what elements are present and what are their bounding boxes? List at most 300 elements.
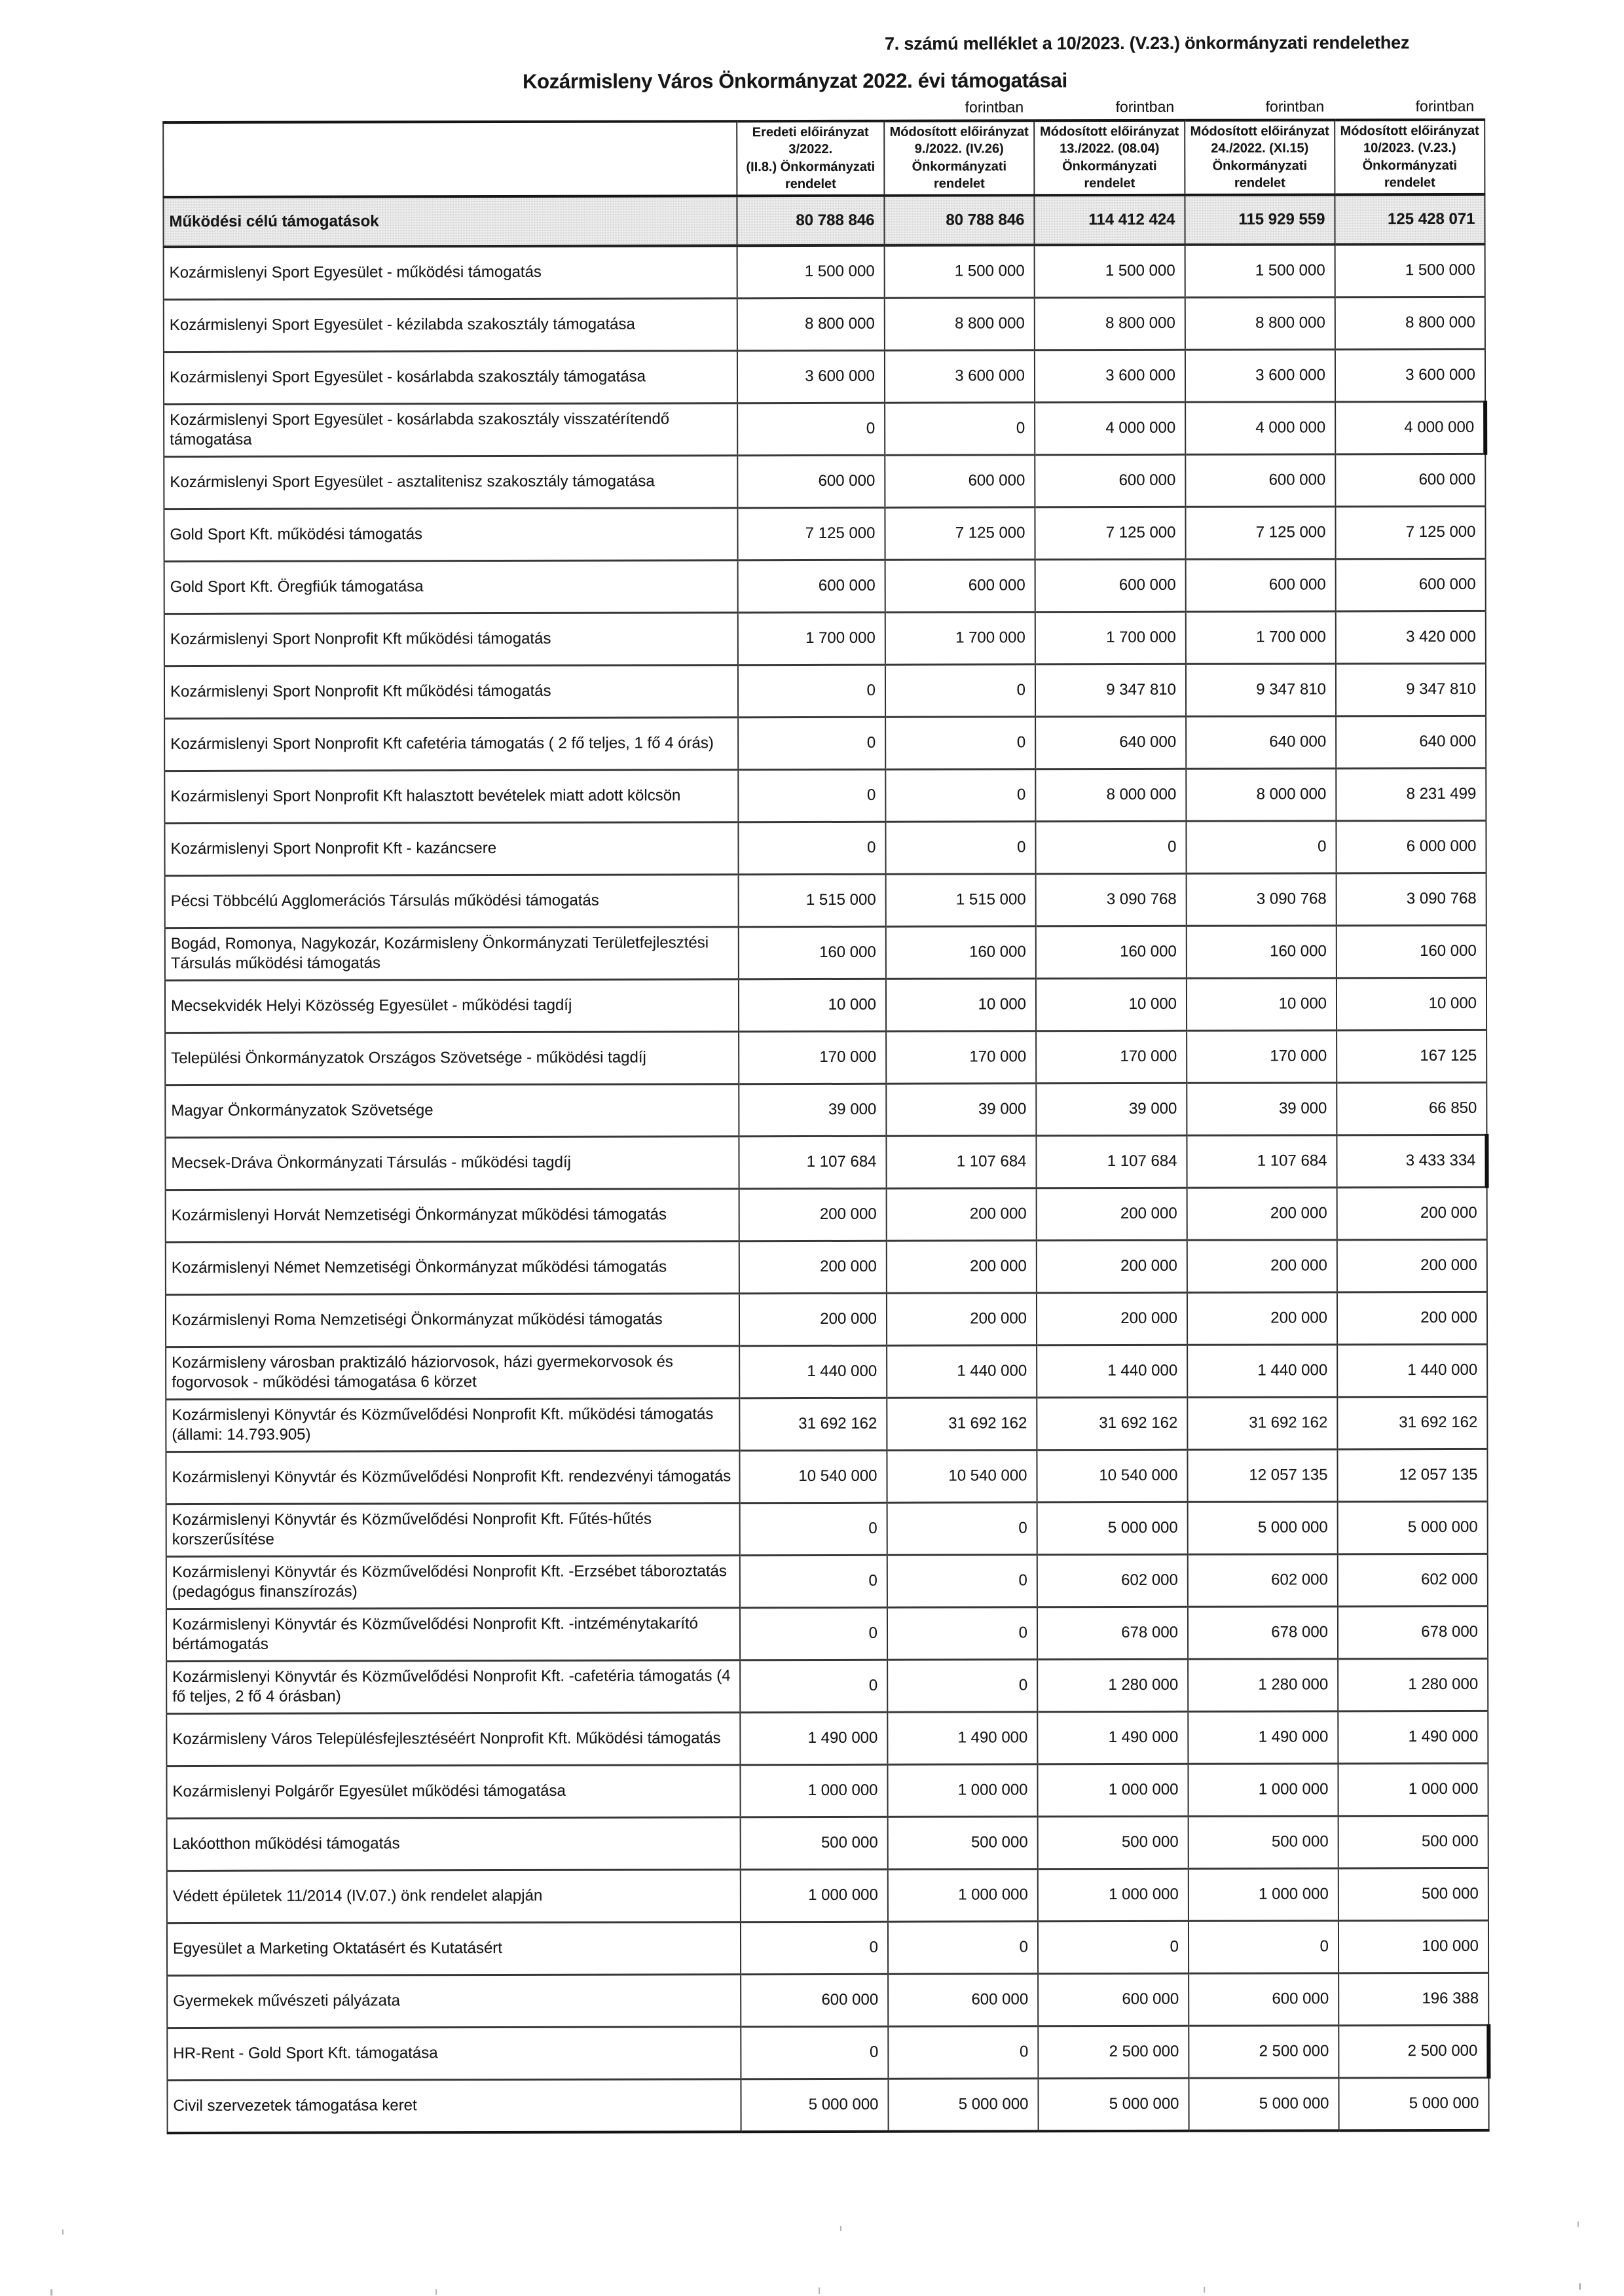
value-cell: 1 000 000 [1188,1763,1338,1815]
value-cell: 1 000 000 [1189,1868,1338,1920]
value-cell: 1 490 000 [1037,1711,1188,1764]
value-cell: 1 500 000 [1185,244,1335,297]
value-cell: 5 000 000 [1038,2078,1189,2131]
table-row [164,558,1486,613]
value-cell: 200 000 [1037,1292,1187,1345]
value-cell: 3 600 000 [885,350,1035,402]
row-label: Kozármislenyi Könyvtár és Közművelődési Nonprofit Kft. -cafetéria támogatás (4 fő teljes, 2 fő 4 órásban) [166,1660,740,1713]
value-cell: 1 700 000 [738,612,885,665]
table-row [167,2025,1488,2080]
value-cell: 600 000 [888,1973,1038,2026]
value-cell: 170 000 [1187,1030,1337,1082]
row-label: Kozármislenyi Sport Egyesület - kosárlabda szakosztály támogatása [164,350,737,404]
value-cell: 1 500 000 [737,245,885,298]
value-cell: 7 125 000 [1035,507,1185,559]
row-label: Kozármislenyi Roma Nemzetiségi Önkormányzat működési támogatás [166,1293,739,1347]
column-header-1 [884,120,1034,195]
row-label: Gold Sport Kft. Öregfiúk támogatása [164,560,738,613]
value-cell: 7 125 000 [1335,506,1485,558]
value-cell: 10 000 [739,979,886,1031]
value-cell: 39 000 [886,1083,1036,1135]
row-label: Kozármislenyi Könyvtár és Közművelődési Nonprofit Kft. -Erzsébet táboroztatás (pedagógus finanszírozás) [166,1555,740,1609]
table-row [164,611,1486,666]
row-label: Kozármisleny Város Településfejlesztéséért Nonprofit Kft. Működési támogatás [166,1712,740,1766]
row-label: Gold Sport Kft. működési támogatás [164,507,737,561]
value-cell: 31 692 162 [887,1397,1037,1449]
value-cell: 0 [887,1607,1037,1659]
scan-speck [62,2229,64,2234]
value-cell: 8 800 000 [1035,297,1185,350]
table-row [166,1449,1487,1504]
value-cell: 200 000 [1187,1187,1337,1239]
value-cell: 1 107 684 [739,1136,886,1188]
value-cell: 5 000 000 [888,2078,1038,2131]
value-cell: 600 000 [1186,558,1336,611]
table-row [164,297,1485,352]
value-cell: 600 000 [737,455,885,507]
value-cell: 170 000 [1036,1030,1187,1083]
column-header-line: 10/2023. (V.23.) [1363,141,1456,156]
column-header-line: Módosított előirányzat [1340,123,1479,139]
value-cell: 1 000 000 [740,1764,887,1817]
value-cell: 600 000 [885,454,1035,507]
column-header-2 [1034,120,1185,195]
group-row-label: Működési célú támogatások [163,196,737,247]
value-cell: 200 000 [739,1188,887,1241]
row-label: Magyar Önkormányzatok Szövetsége [165,1084,739,1137]
attachment-note: 7. számú melléklet a 10/2023. (V.23.) önkormányzati rendelethez [884,33,1410,54]
row-label: Kozármislenyi Könyvtár és Közművelődési Nonprofit Kft. működési támogatás (állami: 14.793.905) [166,1398,739,1451]
value-cell: 500 000 [888,1816,1038,1868]
value-cell: 7 125 000 [1185,506,1335,558]
row-label: Kozármislenyi Sport Nonprofit Kft halasztott bevételek miatt adott kölcsön [164,769,738,823]
value-cell: 6 000 000 [1336,820,1486,873]
value-cell: 200 000 [887,1292,1037,1345]
value-cell: 1 440 000 [1337,1344,1487,1396]
value-cell: 0 [887,1659,1037,1711]
value-cell: 640 000 [1186,716,1336,768]
group-value-cell: 115 929 559 [1185,194,1335,244]
row-label: Kozármislenyi Sport Nonprofit Kft működési támogatás [164,665,738,718]
value-cell: 200 000 [887,1188,1037,1240]
value-cell: 0 [885,769,1035,821]
value-cell: 600 000 [1035,454,1185,507]
table-row [166,1344,1487,1399]
unit-cell-empty [163,96,737,122]
row-label: Kozármislenyi Német Nemzetiségi Önkormányzat működési támogatás [166,1241,739,1294]
value-cell: 170 000 [886,1030,1036,1083]
value-cell: 1 107 684 [1187,1135,1337,1187]
value-cell: 0 [885,821,1035,873]
group-value-cell: 80 788 846 [737,195,884,245]
value-cell: 10 000 [1036,978,1187,1030]
column-header-line: Önkormányzati rendelet [1362,158,1458,191]
value-cell: 640 000 [1035,716,1186,769]
value-cell: 1 515 000 [739,874,886,926]
value-cell: 1 000 000 [1037,1764,1188,1816]
table-row [165,977,1486,1032]
row-label: Bogád, Romonya, Nagykozár, Kozármisleny Önkormányzati Területfejlesztési Társulás működési támogatás [165,926,739,980]
row-label: HR-Rent - Gold Sport Kft. támogatása [167,2026,741,2080]
table-row [167,1815,1488,1870]
column-header-line: 24./2022. (XI.15) [1211,141,1309,156]
supports-table [162,94,1491,2134]
value-cell: 8 000 000 [1186,768,1336,820]
row-label: Kozármislenyi Sport Nonprofit Kft működési támogatás [164,612,738,666]
value-cell: 167 125 [1337,1030,1486,1082]
scan-speck [50,2289,52,2295]
value-cell: 3 600 000 [737,350,885,403]
scan-speck [435,2289,437,2295]
value-cell: 500 000 [1038,1816,1189,1868]
table-row [164,349,1485,404]
value-cell: 31 692 162 [1187,1396,1337,1449]
value-cell: 602 000 [1188,1554,1338,1606]
value-cell: 0 [1189,1920,1338,1973]
value-cell: 7 125 000 [885,507,1035,559]
value-cell: 0 [740,1607,887,1660]
value-cell: 1 000 000 [741,1869,888,1922]
value-cell: 1 490 000 [887,1711,1037,1764]
value-cell: 640 000 [1336,716,1486,768]
value-cell: 0 [885,664,1035,716]
value-cell: 200 000 [1337,1292,1487,1344]
value-cell: 8 000 000 [1035,769,1186,821]
column-header-line: Módosított előirányzat [889,124,1029,139]
value-cell: 600 000 [738,560,885,612]
value-cell: 1 700 000 [1035,611,1186,664]
table-row [167,1973,1488,2028]
value-cell: 1 440 000 [1037,1345,1187,1397]
column-header-line: (II.8.) Önkormányzati rendelet [746,159,876,192]
value-cell: 200 000 [1187,1292,1337,1344]
table-row [166,1711,1488,1766]
value-cell: 1 490 000 [740,1712,887,1764]
value-cell: 5 000 000 [1188,1501,1338,1554]
value-cell: 1 280 000 [1338,1658,1488,1711]
unit-label-forintban: forintban [1115,98,1175,116]
value-cell: 200 000 [739,1241,887,1293]
value-cell: 0 [737,403,885,455]
value-cell: 8 231 499 [1336,768,1486,820]
value-cell: 2 500 000 [1338,2025,1488,2077]
value-cell: 39 000 [1036,1083,1187,1135]
value-cell: 1 000 000 [1038,1868,1189,1921]
table-row [166,1187,1487,1242]
value-cell: 160 000 [1337,925,1486,977]
row-label: Kozármislenyi Könyvtár és Közművelődési Nonprofit Kft. rendezvényi támogatás [166,1450,739,1504]
value-cell: 3 600 000 [1035,350,1185,402]
scan-speck [1578,2222,1579,2227]
column-header-line: 9./2022. (IV.26) [914,141,1004,157]
row-label: Kozármislenyi Sport Egyesület - kosárlabda szakosztály visszatérítendő támogatása [164,403,737,456]
value-cell: 1 490 000 [1338,1711,1488,1763]
value-cell: 2 500 000 [1189,2025,1338,2077]
table-row [166,1763,1488,1818]
table-row [167,1920,1488,1975]
row-label: Kozármislenyi Sport Egyesület - kézilabda szakosztály támogatása [164,298,737,352]
value-cell: 10 540 000 [1037,1449,1187,1502]
value-cell: 0 [888,1921,1038,1973]
column-header-line: Módosított előirányzat [1040,124,1179,139]
value-cell: 3 090 768 [1337,873,1486,925]
value-cell: 600 000 [741,1974,888,2026]
supports-table-wrap [162,94,1488,2134]
value-cell: 1 000 000 [887,1764,1037,1816]
column-header-line: Önkormányzati rendelet [1062,158,1157,191]
unit-label-forintban: forintban [1265,98,1325,115]
column-header-line: Önkormányzati rendelet [1212,158,1308,191]
table-row [165,1030,1486,1085]
group-value-cell: 80 788 846 [884,195,1034,245]
column-header-line: Módosított előirányzat [1190,124,1329,139]
row-label: Kozármislenyi Polgárőr Egyesület működési támogatása [166,1764,740,1818]
value-cell: 0 [738,822,885,874]
row-label: Gyermekek művészeti pályázata [167,1974,741,2028]
value-cell: 160 000 [1187,925,1337,977]
value-cell: 31 692 162 [1337,1396,1487,1449]
document-title: Kozármisleny Város Önkormányzat 2022. évi támogatásai [523,69,1067,93]
value-cell: 600 000 [1035,559,1186,611]
row-label: Kozármislenyi Könyvtár és Közművelődési Nonprofit Kft. Fűtés-hűtés korszerűsítése [166,1503,740,1556]
column-header-line: Eredeti előirányzat 3/2022. [752,124,869,157]
value-cell: 0 [887,1502,1037,1554]
value-cell: 1 107 684 [886,1135,1036,1188]
value-cell: 170 000 [739,1031,886,1084]
value-cell: 0 [888,2026,1038,2078]
value-cell: 0 [1035,821,1186,873]
value-cell: 600 000 [1336,558,1486,611]
value-cell: 602 000 [1037,1554,1188,1607]
value-cell: 10 000 [1337,977,1486,1030]
value-cell: 5 000 000 [1338,1501,1488,1554]
value-cell: 1 700 000 [1186,611,1336,663]
row-label: Civil szervezetek támogatása keret [167,2079,741,2132]
value-cell: 8 800 000 [737,298,885,350]
value-cell: 10 540 000 [887,1449,1037,1502]
value-cell: 66 850 [1337,1082,1486,1135]
value-cell: 0 [740,1660,887,1712]
table-row [166,1396,1487,1451]
value-cell: 1 107 684 [1036,1135,1187,1188]
value-cell: 8 800 000 [1335,297,1485,349]
value-cell: 39 000 [739,1084,886,1136]
value-cell: 0 [741,1922,888,1974]
value-cell: 12 057 135 [1337,1449,1487,1501]
value-cell: 678 000 [1188,1606,1338,1658]
value-cell: 31 692 162 [739,1398,887,1450]
table-row [166,1292,1487,1347]
scan-speck [819,2287,820,2294]
value-cell: 200 000 [739,1293,887,1345]
row-label: Kozármislenyi Sport Nonprofit Kft cafetéria támogatás ( 2 fő teljes, 1 fő 4 órás) [164,717,738,771]
value-cell: 10 540 000 [739,1450,887,1503]
scan-speck [1579,2284,1581,2290]
table-row [164,663,1486,718]
value-cell: 1 280 000 [1188,1658,1338,1711]
table-row [166,1658,1488,1713]
row-label: Települési Önkormányzatok Országos Szövetsége - működési tagdíj [165,1031,739,1085]
header-row [163,120,1485,197]
unit-row [163,94,1485,122]
value-cell: 1 280 000 [1037,1659,1188,1711]
value-cell: 500 000 [1338,1868,1488,1920]
table-row [165,1082,1486,1137]
group-value-cell: 114 412 424 [1034,194,1185,244]
value-cell: 1 000 000 [1338,1763,1488,1815]
value-cell: 600 000 [1189,1973,1338,2025]
value-cell: 8 800 000 [885,297,1035,350]
row-label: Kozármislenyi Sport Egyesület - működési támogatás [164,246,737,299]
row-label: Kozármislenyi Sport Nonprofit Kft - kazáncsere [164,822,738,875]
value-cell: 200 000 [887,1240,1037,1292]
table-row [166,1554,1488,1609]
table-row [166,1239,1487,1294]
column-header-line: 13./2022. (08.04) [1060,141,1160,156]
table-row [165,873,1486,928]
column-header-4 [1335,120,1485,194]
value-cell: 12 057 135 [1187,1449,1337,1501]
value-cell: 3 420 000 [1336,611,1486,663]
value-cell: 5 000 000 [1189,2077,1338,2130]
table-row [164,768,1486,823]
value-cell: 160 000 [739,926,886,979]
value-cell: 4 000 000 [1035,402,1185,454]
value-cell: 9 347 810 [1336,663,1486,716]
value-cell: 100 000 [1338,1920,1488,1973]
value-cell: 500 000 [1189,1815,1338,1868]
value-cell: 3 090 768 [1187,873,1337,925]
value-cell: 7 125 000 [737,507,885,560]
value-cell: 1 500 000 [885,245,1035,298]
value-cell: 0 [885,402,1035,454]
column-header-0 [737,121,884,196]
row-label: Mecsek-Dráva Önkormányzati Társulás - működési tagdíj [165,1136,739,1190]
table-row [164,716,1486,771]
column-header-row-label [163,121,737,196]
value-cell: 196 388 [1338,1973,1488,2025]
value-cell: 0 [1186,820,1336,873]
value-cell: 678 000 [1037,1607,1188,1659]
value-cell: 1 490 000 [1188,1711,1338,1763]
group-value-cell: 125 428 071 [1335,194,1485,244]
table-row [165,1135,1486,1190]
value-cell: 0 [741,2026,888,2079]
table-body [163,194,1488,2132]
table-row [164,244,1485,299]
value-cell: 5 000 000 [1338,2077,1488,2130]
group-total-row [163,194,1485,246]
row-label: Pécsi Többcélú Agglomerációs Társulás működési támogatás [165,874,739,928]
value-cell: 4 000 000 [1335,401,1485,454]
value-cell: 678 000 [1338,1606,1488,1658]
value-cell: 1 500 000 [1335,244,1485,297]
value-cell: 39 000 [1187,1082,1337,1135]
value-cell: 500 000 [1338,1815,1488,1868]
table-row [164,820,1486,875]
value-cell: 0 [738,717,885,769]
value-cell: 9 347 810 [1035,664,1186,716]
row-label: Kozármislenyi Horvát Nemzetiségi Önkormányzat működési támogatás [166,1188,739,1242]
value-cell: 200 000 [1187,1239,1337,1292]
value-cell: 160 000 [886,926,1036,978]
value-cell: 5 000 000 [741,2079,888,2132]
value-cell: 200 000 [1037,1240,1187,1292]
value-cell: 500 000 [741,1817,888,1869]
value-cell: 0 [885,716,1035,769]
table-row [164,401,1485,456]
row-label: Kozármisleny városban praktizáló háziorvosok, házi gyermekorvosok és fogorvosok - működési támogatása 6 körzet [166,1345,739,1399]
row-label: Lakóotthon működési támogatás [167,1817,741,1870]
unit-label-forintban: forintban [965,98,1024,116]
value-cell: 200 000 [1337,1187,1487,1239]
value-cell: 600 000 [1038,1973,1189,2026]
table-row [164,454,1485,509]
value-cell: 0 [1038,1921,1189,1973]
scan-speck [1204,2287,1205,2293]
table-header [163,94,1485,197]
row-label: Kozármislenyi Könyvtár és Közművelődési Nonprofit Kft. -intzéménytakarító bértámogatás [166,1607,740,1661]
value-cell: 0 [887,1554,1037,1607]
unit-label-forintban: forintban [1415,97,1475,115]
value-cell: 5 000 000 [1037,1502,1188,1554]
value-cell: 600 000 [1185,454,1335,506]
value-cell: 1 440 000 [739,1345,887,1398]
table-row [167,1868,1488,1923]
value-cell: 1 500 000 [1035,244,1185,297]
table-row [166,1606,1488,1661]
value-cell: 3 600 000 [1185,349,1335,401]
value-cell: 600 000 [1335,454,1485,506]
column-header-3 [1185,120,1335,194]
unit-cell-empty [737,96,884,121]
value-cell: 9 347 810 [1186,663,1336,716]
value-cell: 2 500 000 [1038,2026,1189,2078]
scan-speck [840,2226,841,2231]
value-cell: 1 515 000 [886,873,1036,926]
row-label: Egyesület a Marketing Oktatásért és Kutatásért [167,1922,741,1975]
value-cell: 3 090 768 [1036,873,1187,926]
value-cell: 31 692 162 [1037,1397,1187,1449]
value-cell: 0 [740,1503,887,1555]
value-cell: 3 433 334 [1337,1135,1486,1187]
value-cell: 602 000 [1338,1554,1488,1606]
value-cell: 4 000 000 [1185,401,1335,454]
row-label: Védett épületek 11/2014 (IV.07.) önk rendelet alapján [167,1869,741,1923]
table-row [166,1501,1488,1556]
value-cell: 1 440 000 [887,1345,1037,1397]
table-row [165,925,1486,980]
value-cell: 10 000 [886,978,1036,1030]
value-cell: 160 000 [1036,926,1187,978]
value-cell: 1 700 000 [885,611,1035,664]
value-cell: 1 440 000 [1187,1344,1337,1396]
value-cell: 10 000 [1187,977,1337,1030]
value-cell: 200 000 [1037,1188,1187,1240]
value-cell: 3 600 000 [1335,349,1485,401]
value-cell: 0 [738,665,885,717]
value-cell: 8 800 000 [1185,297,1335,349]
column-header-line: Önkormányzati rendelet [912,159,1007,191]
table-row [164,506,1485,561]
value-cell: 0 [738,769,885,822]
value-cell: 1 000 000 [888,1868,1038,1921]
value-cell: 600 000 [885,559,1035,611]
row-label: Mecsekvidék Helyi Közösség Egyesület - működési tagdíj [165,979,739,1032]
row-label: Kozármislenyi Sport Egyesület - asztalitenisz szakosztály támogatása [164,455,737,509]
value-cell: 0 [740,1555,887,1607]
value-cell: 200 000 [1337,1239,1487,1292]
